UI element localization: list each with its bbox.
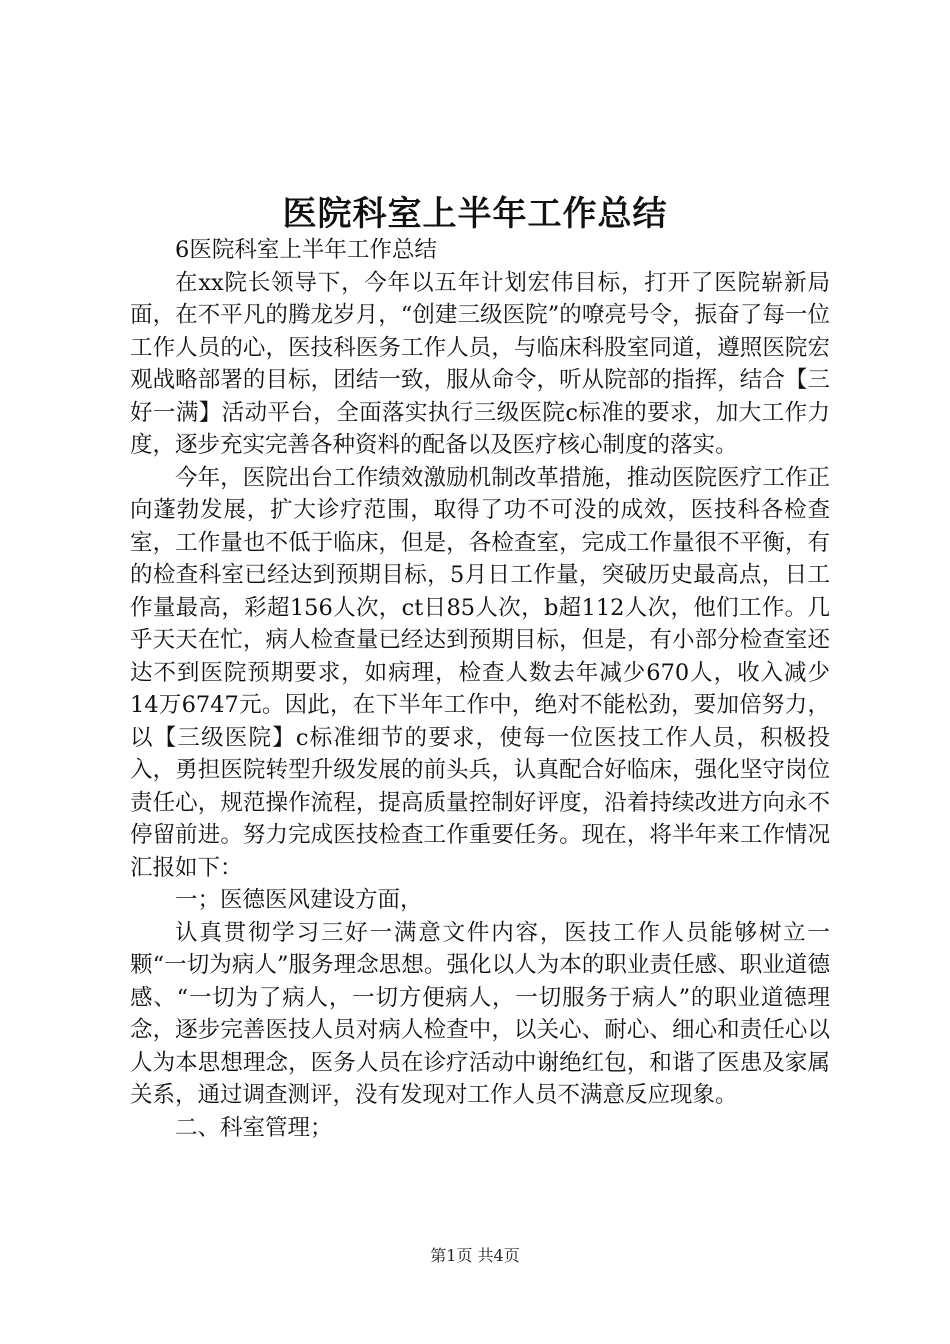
paragraph-subtitle: 6医院科室上半年工作总结 [175, 237, 437, 263]
paragraph-ethics: 认真贯彻学习三好一满意文件内容，医技工作人员能够树立一颗“一切为病人”服务理念思想。强化以人为本的职业责任感、职业道德感、“一切为了病人，一切方便病人，一切服务于病人”的职业道德理念，逐步完善医技人员对病人检查中，以关心、耐心、细心和责任心以人为本思想理念，医务人员在诊疗活动中谢绝红包，和谐了医患及家属关系，通过调查测评，没有发现对工作人员不满意反应现象。 [130, 919, 830, 1108]
document-title: 医院科室上半年工作总结 [282, 194, 668, 234]
paragraph-workload: 今年，医院出台工作绩效激励机制改革措施，推动医院医疗工作正向蓬勃发展，扩大诊疗范围，取得了功不可没的成效，医技科各检查室，工作量也不低于临床，但是，各检查室，完成工作量很不平衡，有的检查科室已经达到预期目标，5月日工作量，突破历史最高点，日工作量最高，彩超156人次，ct日85人次，b超112人次，他们工作。几乎天天在忙，病人检查量已经达到预期目标，但是，有小部分检查室还达不到医院预期要求，如病理，检查人数去年减少670人，收入减少14万6747元。因此，在下半年工作中，绝对不能松劲，要加倍努力，以【三级医院】c标准细节的要求，使每一位医技工作人员，积极投入，勇担医院转型升级发展的前头兵，认真配合好临床，强化坚守岗位责任心，规范操作流程，提高质量控制好评度，沿着持续改进方向永不停留前进。努力完成医技检查工作重要任务。现在，将半年来工作情况汇报如下： [130, 464, 830, 881]
section-heading-ethics: 一；医德医风建设方面， [175, 887, 423, 913]
document-body [130, 234, 830, 1144]
page-footer: 第1页 共4页 [430, 1246, 520, 1265]
paragraph-intro: 在xx院长领导下，今年以五年计划宏伟目标，打开了医院崭新局面，在不平凡的腾龙岁月，“创建三级医院”的嘹亮号令，振奋了每一位工作人员的心，医技科医务工作人员，与临床科股室同道，遵照医院宏观战略部署的目标，团结一致，服从命令，听从院部的指挥，结合【三好一满】活动平台，全面落实执行三级医院c标准的要求，加大工作力度，逐步充实完善各种资料的配备以及医疗核心制度的落实。 [130, 269, 830, 458]
section-heading-management: 二、科室管理； [175, 1114, 333, 1141]
